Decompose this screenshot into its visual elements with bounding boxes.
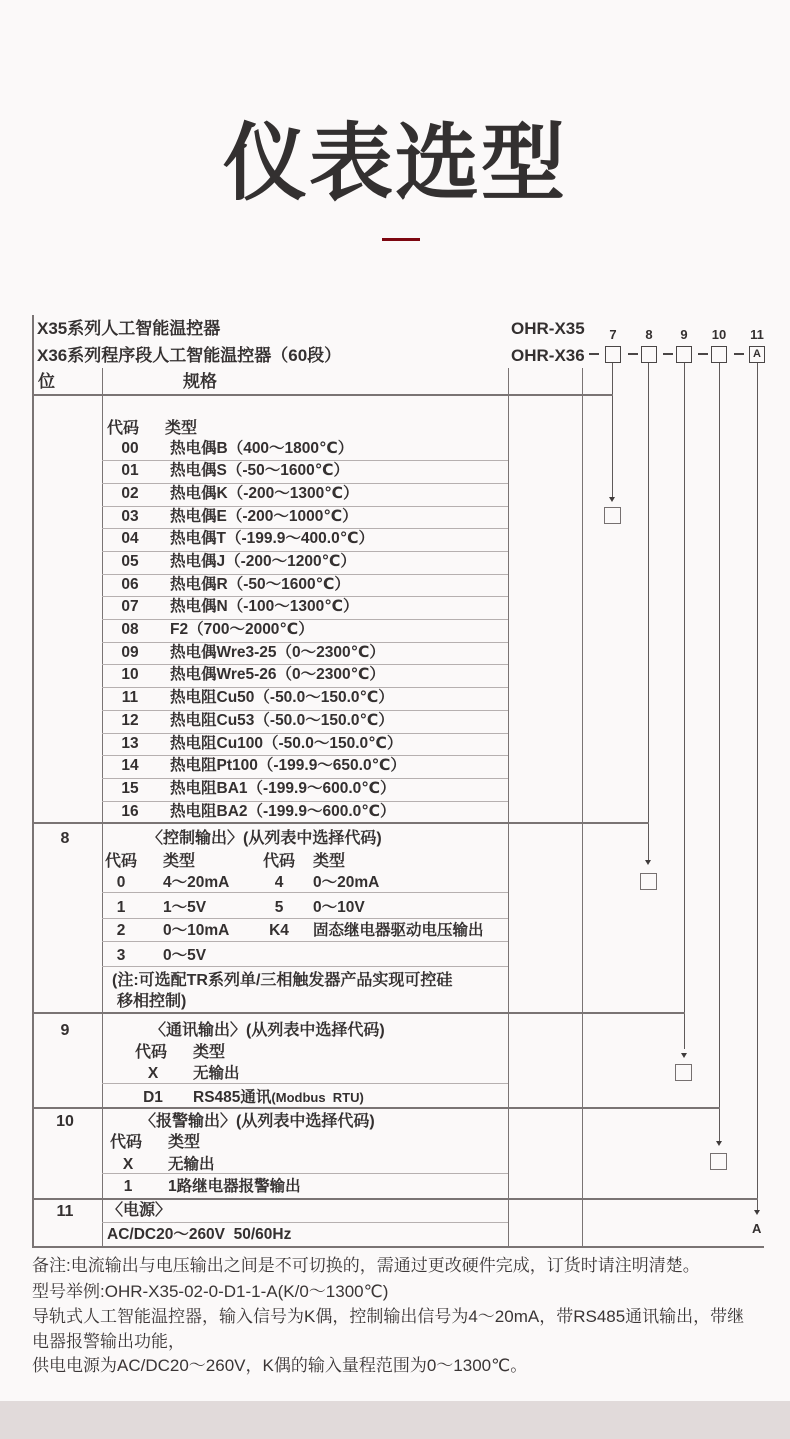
control-type2-header: 类型 — [313, 853, 346, 870]
drop-line-7 — [612, 363, 613, 500]
bottom-band — [0, 1401, 790, 1439]
input-row-code: 10 — [121, 666, 139, 683]
input-row-type: 热电偶S（-50～1600℃） — [170, 462, 349, 479]
input-row-type: 热电阻Cu50（-50.0～150.0℃） — [170, 689, 394, 706]
footnote-line2: 型号举例:OHR-X35-02-0-D1-1-A(K/0～1300℃) — [32, 1282, 389, 1301]
alarm-row-type: 1路继电器报警输出 — [168, 1178, 301, 1195]
input-row-type: 热电偶N（-100～1300℃） — [170, 598, 359, 615]
input-row-code: 05 — [121, 553, 139, 570]
input-row-code: 14 — [121, 757, 139, 774]
section-line-header — [32, 394, 613, 396]
position-label-8: 8 — [645, 327, 653, 342]
control-code-header: 代码 — [104, 853, 137, 870]
section-line-9 — [32, 1012, 685, 1014]
table-right-col-line-2 — [582, 368, 583, 1247]
input-row-type: 热电阻BA1（-199.9～600.0℃） — [170, 780, 396, 797]
control-row-type2: 0～10V — [313, 899, 365, 916]
input-row-type: 热电偶R（-50～1600℃） — [170, 576, 350, 593]
control-row-code: 0 — [116, 874, 126, 891]
input-row-code: 02 — [121, 485, 139, 502]
series2-label: X36系列程序段人工智能温控器（60段） — [37, 346, 342, 365]
drop-line-10 — [719, 363, 720, 1143]
comm-row-type: RS485通讯(Modbus RTU) — [193, 1089, 364, 1106]
input-row-type: 热电阻BA2（-199.9～600.0℃） — [170, 803, 396, 820]
control-row-code2: 4 — [274, 874, 284, 891]
code-dash — [698, 353, 708, 355]
spec-column-header: 规格 — [183, 372, 217, 391]
position-label-7: 7 — [609, 327, 617, 342]
control-row-type: 4～20mA — [163, 874, 230, 891]
position-label-10: 10 — [711, 327, 727, 342]
bit-column-header: 位 — [38, 372, 55, 391]
alarm-type-header: 类型 — [168, 1134, 201, 1151]
alarm-output-title: 〈报警输出〉(从列表中选择代码) — [140, 1113, 375, 1130]
input-row-type: 热电偶K（-200～1300℃） — [170, 485, 359, 502]
power-title: 〈电源〉 — [107, 1202, 172, 1219]
footnote-line5: 供电电源为AC/DC20～260V，K偶的输入量程范围为0～1300℃。 — [32, 1356, 528, 1375]
input-row-code: 03 — [121, 508, 139, 525]
input-row-type: 热电阻Cu53（-50.0～150.0℃） — [170, 712, 394, 729]
code-box-9 — [676, 346, 692, 363]
input-row-type: 热电偶B（400～1800℃） — [170, 440, 354, 457]
input-row-code: 09 — [121, 644, 139, 661]
control-row-type2: 固态继电器驱动电压输出 — [313, 922, 484, 939]
arrow-down-icon — [754, 1210, 760, 1215]
comm-output-title: 〈通讯输出〉(从列表中选择代码) — [150, 1022, 385, 1039]
input-row-type: 热电偶T（-199.9～400.0℃） — [170, 530, 374, 547]
target-square-8 — [640, 873, 657, 890]
table-right-col-line-1 — [508, 368, 509, 1247]
row-separator — [102, 966, 508, 967]
control-row-type: 0～5V — [163, 947, 207, 964]
alarm-row-code: 1 — [123, 1178, 133, 1195]
target-square-7 — [604, 507, 621, 524]
control-note-line1: (注:可选配TR系列单/三相触发器产品实现可控硅 — [112, 972, 453, 989]
input-row-type: 热电偶J（-200～1200℃） — [170, 553, 356, 570]
input-row-code: 13 — [121, 735, 139, 752]
comm-row-code: X — [147, 1065, 159, 1082]
control-output-title: 〈控制输出〉(从列表中选择代码) — [147, 830, 382, 847]
input-row-type: 热电阻Pt100（-199.9～650.0℃） — [170, 757, 406, 774]
drop-line-8 — [648, 363, 649, 863]
control-row-code: 3 — [116, 947, 126, 964]
input-row-type: 热电阻Cu100（-50.0～150.0℃） — [170, 735, 403, 752]
input-row-type: 热电偶Wre5-26（0～2300℃） — [170, 666, 385, 683]
series1-label: X35系列人工智能温控器 — [37, 319, 221, 338]
code-box-8 — [641, 346, 657, 363]
footnote-line4: 电器报警输出功能， — [32, 1332, 185, 1351]
input-row-code: 06 — [121, 576, 139, 593]
control-code2-header: 代码 — [262, 853, 295, 870]
comm-type-header: 类型 — [193, 1044, 226, 1061]
comm-row-type: 无输出 — [193, 1065, 240, 1082]
control-type-header: 类型 — [163, 853, 196, 870]
arrow-down-icon — [609, 497, 615, 502]
section-line-8 — [32, 822, 649, 824]
input-row-code: 07 — [121, 598, 139, 615]
target-square-9 — [675, 1064, 692, 1081]
input-row-type: 热电偶E（-200～1000℃） — [170, 508, 358, 525]
arrow-down-icon — [681, 1053, 687, 1058]
input-row-code: 08 — [121, 621, 139, 638]
code-box-11-fixed: A — [749, 346, 765, 363]
power-value: AC/DC20～260V 50/60Hz — [107, 1226, 292, 1243]
control-row-code: 2 — [116, 922, 126, 939]
control-row-type: 0～10mA — [163, 922, 230, 939]
row-separator — [102, 1222, 508, 1223]
title-accent-dash — [382, 238, 420, 241]
input-row-type: 热电偶Wre3-25（0～2300℃） — [170, 644, 385, 661]
row-separator — [102, 1173, 508, 1174]
series2-model: OHR-X36 — [511, 346, 585, 365]
page-title: 仪表选型 — [222, 116, 567, 210]
target-square-10 — [710, 1153, 727, 1170]
input-row-code: 11 — [121, 689, 139, 706]
comm-row-code: D1 — [143, 1089, 163, 1106]
control-note-line2: 移相控制) — [117, 993, 187, 1010]
arrow-down-icon — [716, 1141, 722, 1146]
input-type-header: 类型 — [165, 420, 198, 437]
comm-code-header: 代码 — [135, 1044, 168, 1061]
alarm-row-type: 无输出 — [168, 1156, 215, 1173]
code-dash — [734, 353, 744, 355]
input-row-code: 00 — [121, 440, 139, 457]
bit-label-11: 11 — [56, 1203, 74, 1220]
target-label-a: A — [752, 1221, 762, 1236]
section-line-11 — [32, 1198, 758, 1200]
code-dash — [589, 353, 599, 355]
control-row-code: 1 — [116, 899, 126, 916]
bit-label-9: 9 — [60, 1022, 70, 1039]
position-label-9: 9 — [680, 327, 688, 342]
bit-label-8: 8 — [60, 830, 70, 847]
code-dash — [663, 353, 673, 355]
footnote-line1: 备注:电流输出与电压输出之间是不可切换的，需通过更改硬件完成，订货时请注明清楚。 — [32, 1256, 700, 1275]
bit-label-10: 10 — [56, 1113, 74, 1130]
drop-line-9 — [684, 363, 685, 1049]
input-row-code: 01 — [121, 462, 139, 479]
input-row-code: 12 — [121, 712, 139, 729]
code-box-7 — [605, 346, 621, 363]
table-bottom-border — [32, 1246, 764, 1248]
control-row-type: 1～5V — [163, 899, 207, 916]
alarm-row-code: X — [122, 1156, 134, 1173]
input-row-code: 15 — [121, 780, 139, 797]
arrow-down-icon — [645, 860, 651, 865]
comm-row-type-suffix: (Modbus RTU) — [271, 1090, 364, 1105]
series1-model: OHR-X35 — [511, 319, 585, 338]
code-box-10 — [711, 346, 727, 363]
control-row-code2: K4 — [269, 922, 289, 939]
input-row-type: F2（700～2000℃） — [170, 621, 314, 638]
row-separator — [102, 941, 508, 942]
input-code-header: 代码 — [107, 420, 140, 437]
drop-line-11 — [757, 363, 758, 1211]
control-row-type2: 0～20mA — [313, 874, 380, 891]
control-row-code2: 5 — [274, 899, 284, 916]
position-label-11: 11 — [750, 327, 764, 342]
code-dash — [628, 353, 638, 355]
row-separator — [102, 918, 508, 919]
input-row-code: 16 — [121, 803, 139, 820]
footnote-line3: 导轨式人工智能温控器，输入信号为K偶，控制输出信号为4～20mA，带RS485通讯输出，带继 — [32, 1307, 745, 1326]
input-row-code: 04 — [121, 530, 139, 547]
alarm-code-header: 代码 — [110, 1134, 143, 1151]
